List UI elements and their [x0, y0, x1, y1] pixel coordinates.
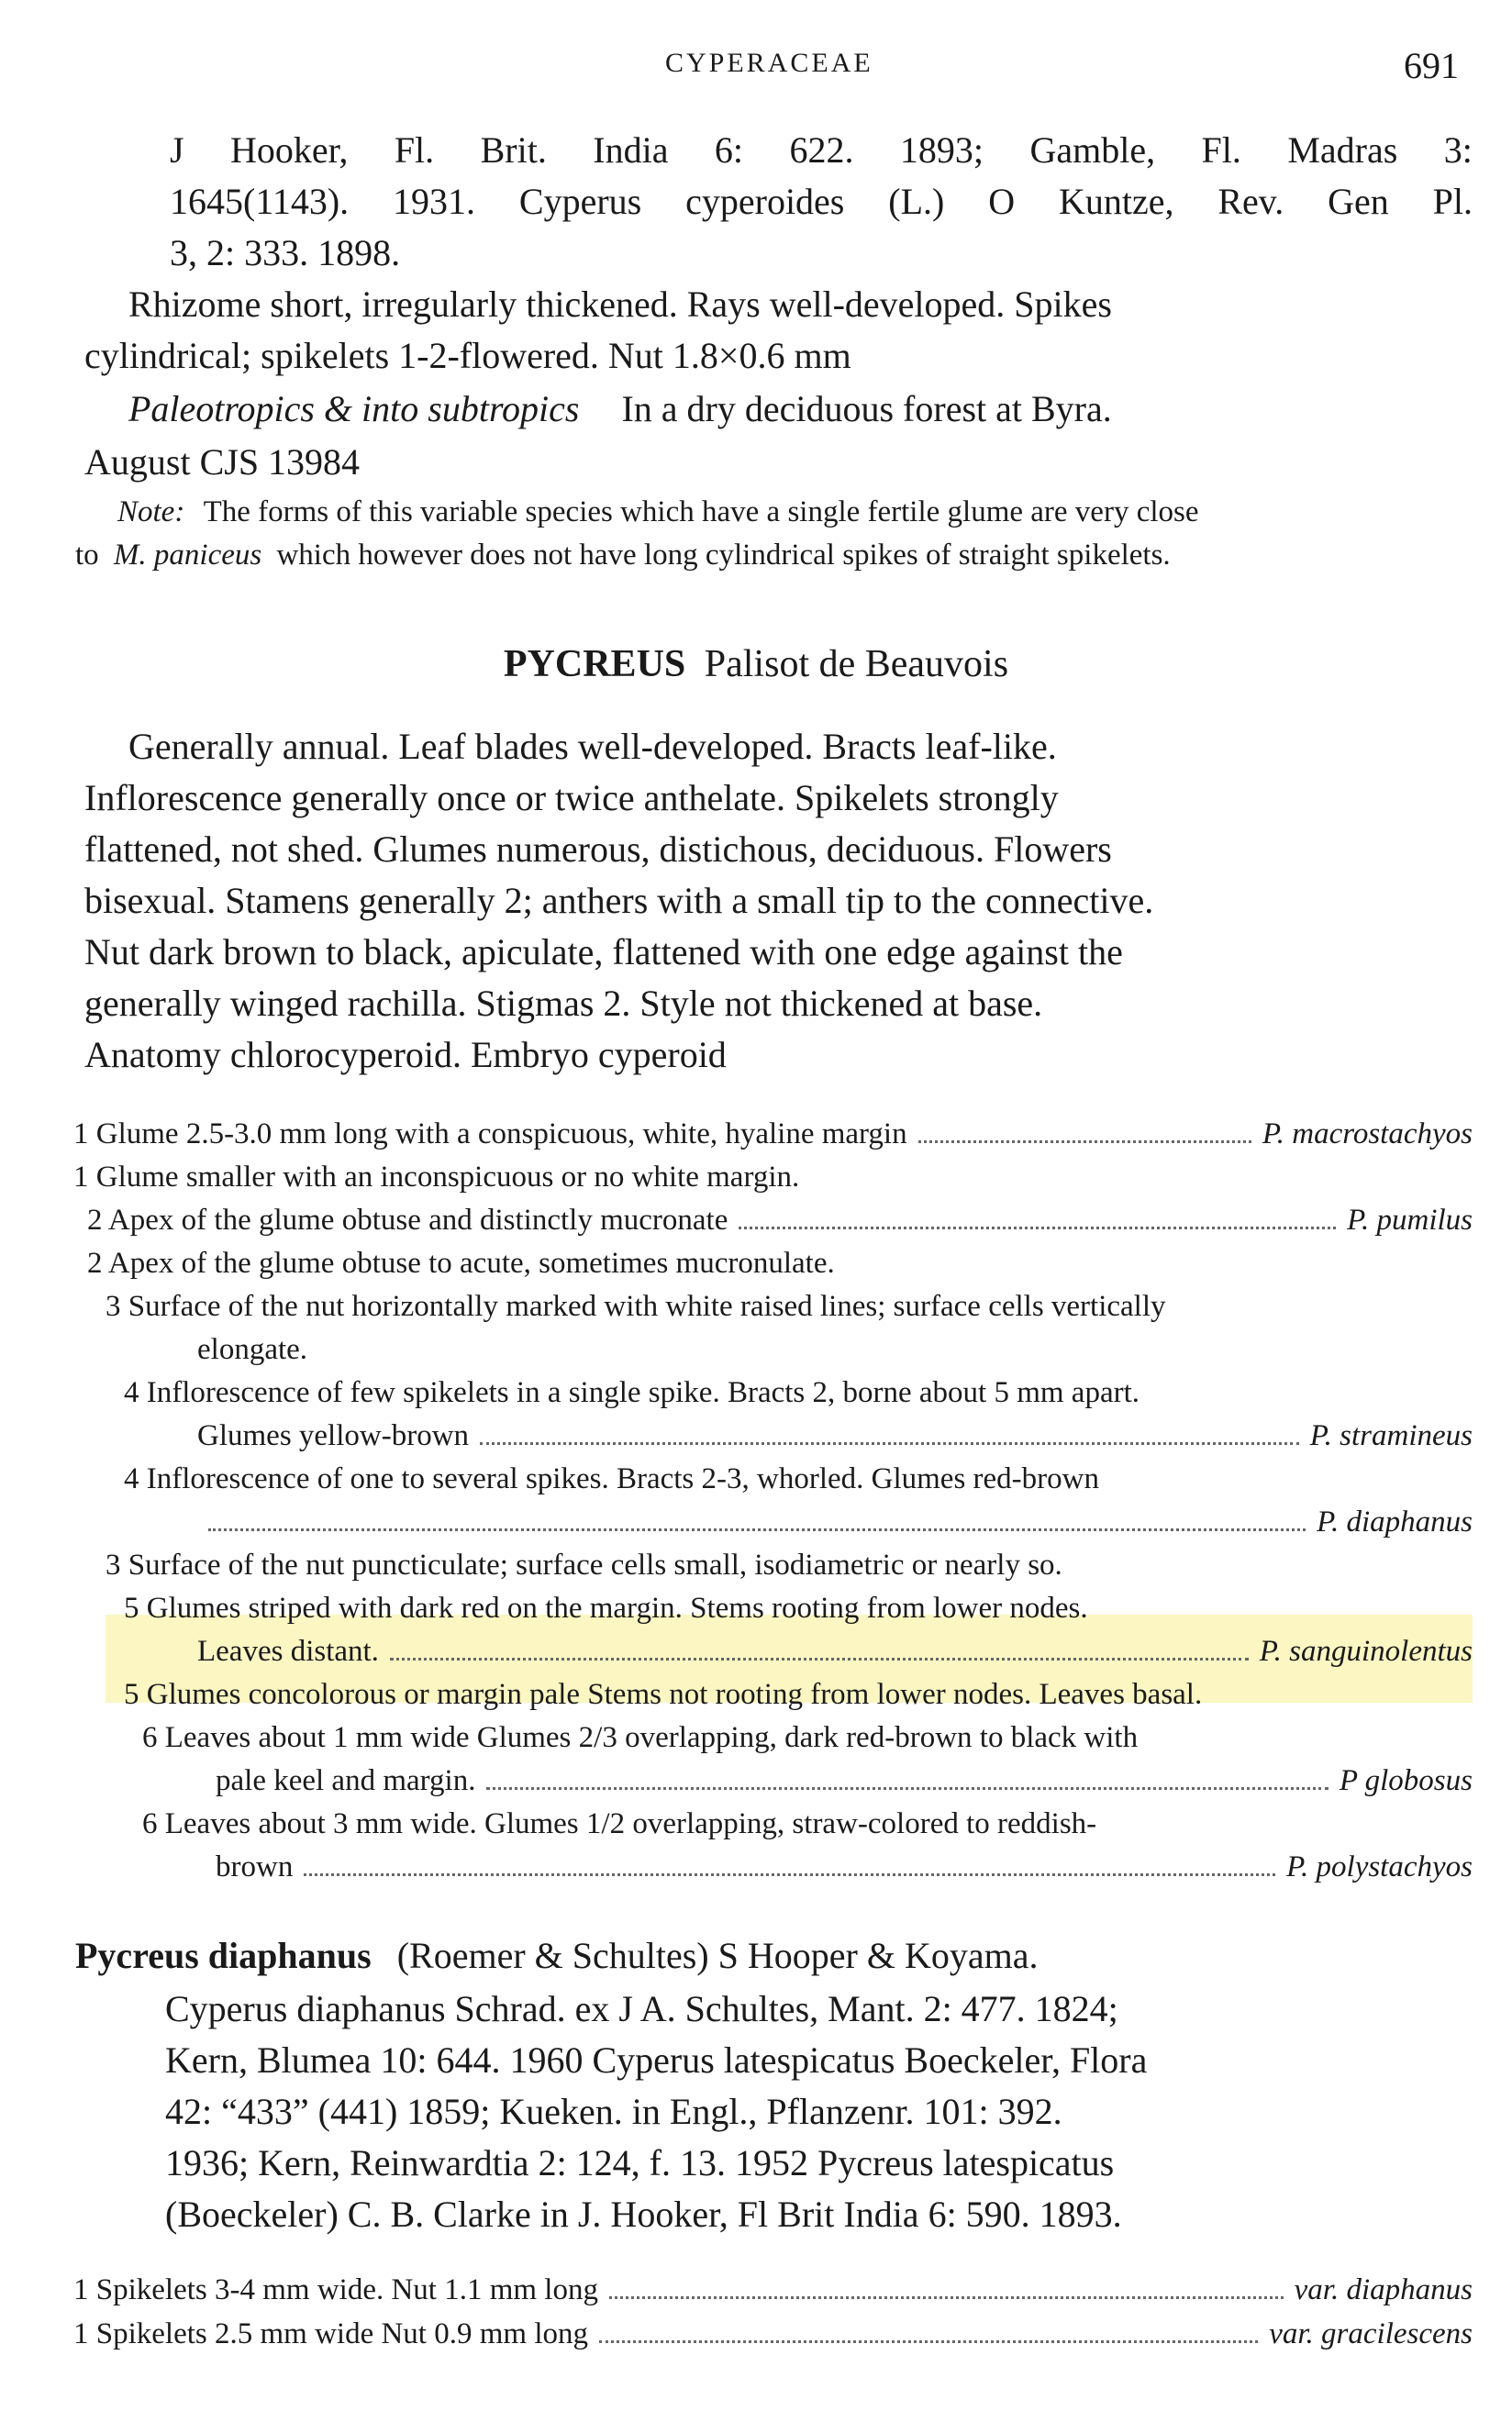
key-taxon-pumilus: P. pumilus: [1347, 1204, 1473, 1237]
var-key-lead-1a: [73, 2273, 1473, 2308]
synonymy-line-5: (Boeckeler) C. B. Clarke in J. Hooker, Fl Brit India 6: 590. 1893.: [165, 2194, 1122, 2235]
dot-leader: [208, 1528, 1306, 1531]
running-header: CYPERACEAE: [665, 48, 873, 78]
key-lead-2a: [87, 1204, 1473, 1239]
synonymy-line-3: 42: “433” (441) 1859; Kueken. in Engl., Pflanzenr. 101: 392.: [165, 2091, 1062, 2132]
key-lead-6b-line-1: 6 Leaves about 3 mm wide. Glumes 1/2 overlapping, straw-colored to reddish-: [142, 1807, 1097, 1840]
citation-line-3: 3, 2: 333. 1898.: [170, 232, 401, 273]
key-lead-6b-line-2: [216, 1850, 1473, 1885]
dot-leader: [304, 1873, 1275, 1876]
key-taxon-polystachyos: P. polystachyos: [1286, 1850, 1473, 1883]
genus-desc-line-6: generally winged rachilla. Stigmas 2. Style not thickened at base.: [84, 983, 1043, 1024]
synonymy-line-2: Kern, Blumea 10: 644. 1960 Cyperus latespicatus Boeckeler, Flora: [165, 2039, 1148, 2081]
key-lead-3a-line-2: elongate.: [197, 1333, 308, 1366]
genus-author: Palisot de Beauvois: [704, 643, 1009, 685]
key-lead-1a: [73, 1117, 1473, 1152]
note-line-1: [117, 495, 1199, 529]
var-key-lead-1a-text: 1 Spikelets 3-4 mm wide. Nut 1.1 mm long: [73, 2273, 598, 2306]
genus-desc-line-5: Nut dark brown to black, apiculate, flattened with one edge against the: [84, 931, 1123, 972]
key-lead-2b: 2 Apex of the glume obtuse to acute, sometimes mucronulate.: [87, 1247, 835, 1280]
note-text-2: which however does not have long cylindrical spikes of straight spikelets.: [276, 539, 1171, 572]
key-lead-1b: 1 Glume smaller with an inconspicuous or no white margin.: [73, 1161, 800, 1194]
citation-line-2: 1645(1143). 1931. Cyperus cyperoides (L.) O Kuntze, Rev. Gen Pl.: [170, 181, 1473, 222]
distribution-italic: Paleotropics & into subtropics: [128, 388, 580, 429]
dot-leader: [599, 2340, 1258, 2343]
key-lead-2a-text: 2 Apex of the glume obtuse and distinctly mucronate: [87, 1204, 728, 1237]
var-key-lead-1b-text: 1 Spikelets 2.5 mm wide Nut 0.9 mm long: [73, 2317, 588, 2350]
key-lead-1a-text: 1 Glume 2.5-3.0 mm long with a conspicuous, white, hyaline margin: [73, 1117, 907, 1150]
description-line-2: cylindrical; spikelets 1-2-flowered. Nut 1.8×0.6 mm: [84, 335, 851, 376]
key-taxon-macrostachyos: P. macrostachyos: [1262, 1117, 1473, 1150]
key-lead-5a-line-2: [197, 1635, 1473, 1670]
dot-leader: [739, 1227, 1336, 1229]
key-lead-4a-line-2: [197, 1419, 1473, 1454]
description-line-1: Rhizome short, irregularly thickened. Rays well-developed. Spikes: [128, 283, 1112, 325]
var-taxon-gracilescens: var. gracilescens: [1269, 2317, 1473, 2350]
page-number: 691: [1404, 45, 1459, 86]
dot-leader: [609, 2296, 1284, 2299]
dot-leader: [390, 1658, 1249, 1661]
key-taxon-sanguinolentus: P. sanguinolentus: [1259, 1635, 1473, 1668]
key-lead-5a-text: Leaves distant.: [197, 1635, 379, 1668]
genus-desc-line-3: flattened, not shed. Glumes numerous, distichous, deciduous. Flowers: [84, 828, 1112, 870]
citation-line-1: J Hooker, Fl. Brit. India 6: 622. 1893; Gamble, Fl. Madras 3:: [170, 129, 1473, 171]
genus-desc-line-7: Anatomy chlorocyperoid. Embryo cyperoid: [84, 1034, 727, 1075]
species-heading: [75, 1934, 1038, 1977]
key-lead-5b: 5 Glumes concolorous or margin pale Stems not rooting from lower nodes. Leaves basal.: [124, 1678, 1203, 1711]
var-key-lead-1b: [73, 2317, 1473, 2352]
species-name: Pycreus diaphanus: [75, 1935, 372, 1976]
key-lead-6a-line-1: 6 Leaves about 1 mm wide Glumes 2/3 overlapping, dark red-brown to black with: [142, 1721, 1139, 1754]
key-lead-6a-text: pale keel and margin.: [216, 1764, 476, 1797]
note-line-2: [75, 539, 1171, 572]
key-taxon-globosus: P globosus: [1339, 1764, 1473, 1797]
note-to: to: [75, 539, 99, 572]
genus-desc-line-1: Generally annual. Leaf blades well-developed. Bracts leaf-like.: [128, 726, 1057, 767]
key-taxon-stramineus: P. stramineus: [1309, 1419, 1473, 1452]
genus-heading: [0, 642, 1512, 686]
key-taxon-diaphanus: P. diaphanus: [1317, 1505, 1473, 1539]
distribution-line: [128, 387, 1112, 430]
dot-leader: [480, 1442, 1299, 1445]
note-text-1: The forms of this variable species which have a single fertile glume are very close: [203, 495, 1199, 528]
key-lead-4b-line-2: [197, 1505, 1473, 1540]
dot-leader: [486, 1787, 1328, 1790]
note-species: M. paniceus: [113, 539, 262, 572]
key-lead-4a-text: Glumes yellow-brown: [197, 1419, 470, 1452]
note-label: Note:: [117, 495, 185, 528]
genus-name: PYCREUS: [503, 643, 686, 685]
synonymy-line-4: 1936; Kern, Reinwardtia 2: 124, f. 13. 1952 Pycreus latespicatus: [165, 2142, 1115, 2183]
genus-desc-line-2: Inflorescence generally once or twice anthelate. Spikelets strongly: [84, 777, 1059, 818]
var-taxon-diaphanus: var. diaphanus: [1294, 2273, 1473, 2306]
key-lead-6b-text: brown: [216, 1850, 294, 1883]
distribution-text: In a dry deciduous forest at Byra.: [621, 388, 1112, 429]
key-lead-6a-line-2: [216, 1764, 1473, 1799]
key-lead-3b: 3 Surface of the nut puncticulate; surface cells small, isodiametric or nearly so.: [106, 1549, 1062, 1582]
genus-desc-line-4: bisexual. Stamens generally 2; anthers with a small tip to the connective.: [84, 880, 1154, 921]
key-lead-3a-line-1: 3 Surface of the nut horizontally marked with white raised lines; surface cells vertically: [106, 1290, 1166, 1323]
key-lead-5a-line-1: 5 Glumes striped with dark red on the margin. Stems rooting from lower nodes.: [124, 1592, 1088, 1625]
species-authors: (Roemer & Schultes) S Hooper & Koyama.: [396, 1935, 1039, 1976]
dot-leader: [918, 1140, 1251, 1143]
key-lead-4a-line-1: 4 Inflorescence of few spikelets in a single spike. Bracts 2, borne about 5 mm apart.: [124, 1376, 1140, 1409]
key-lead-4b-line-1: 4 Inflorescence of one to several spikes. Bracts 2-3, whorled. Glumes red-brown: [124, 1462, 1099, 1495]
synonymy-line-1: Cyperus diaphanus Schrad. ex J A. Schultes, Mant. 2: 477. 1824;: [165, 1988, 1118, 2029]
collection-line: August CJS 13984: [84, 441, 361, 483]
